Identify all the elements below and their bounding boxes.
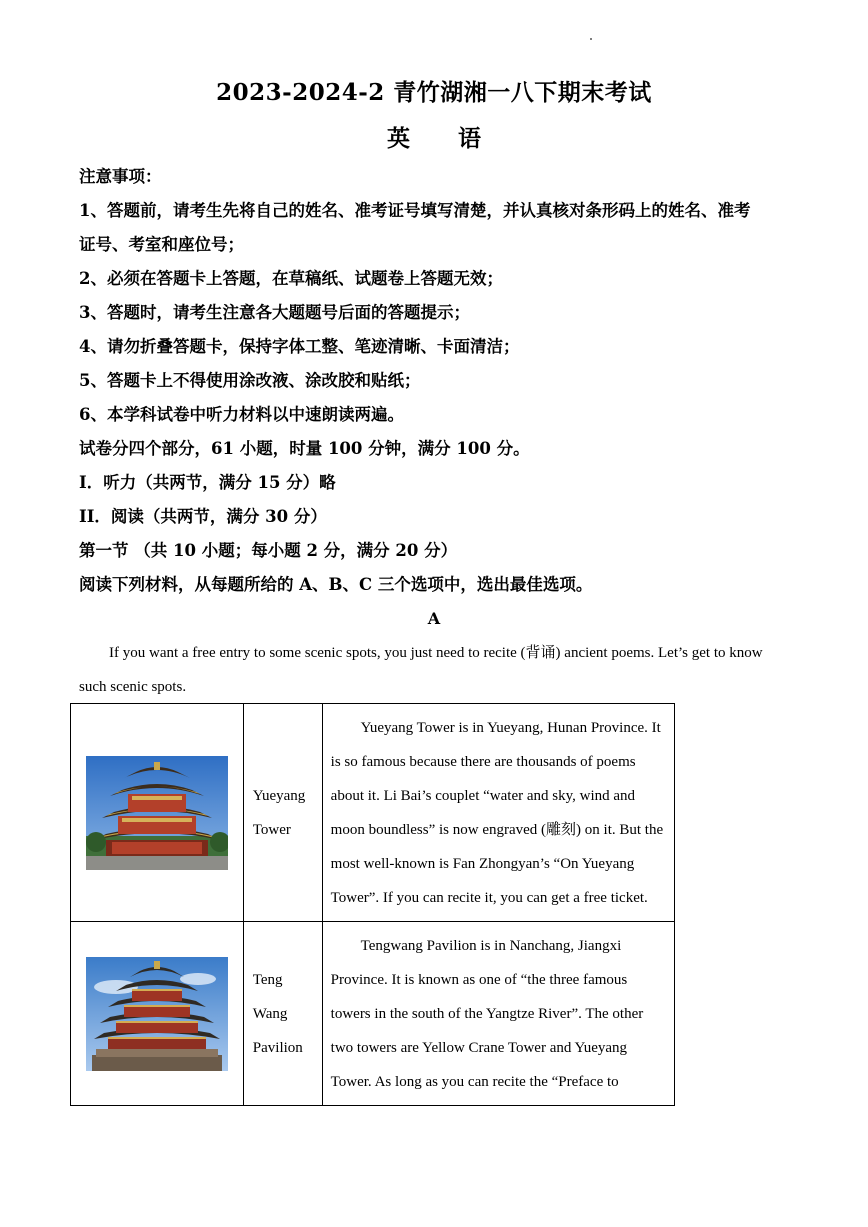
- spot-name-line: Wang: [252, 1005, 288, 1022]
- subject-title: 英语: [387, 125, 529, 152]
- teng-wang-pavilion-photo: [86, 957, 228, 1071]
- table-row: [71, 704, 675, 922]
- notes-heading: 注意事项：: [79, 167, 162, 186]
- description-cell: [322, 704, 674, 922]
- exam-notes: [79, 160, 799, 602]
- spot-name: [244, 963, 322, 1065]
- passage-label: A: [427, 609, 441, 628]
- scan-dot: [590, 38, 592, 40]
- spot-name-line: Tower: [252, 821, 291, 838]
- part-listening: I．听力（共两节，满分 15 分）略: [79, 473, 336, 492]
- reading-instruction: 阅读下列材料，从每题所给的 A、B、C 三个选项中，选出最佳选项。: [79, 575, 593, 594]
- name-cell: [243, 704, 322, 922]
- part-reading: II．阅读（共两节，满分 30 分）: [79, 507, 327, 526]
- description-cell: [322, 922, 674, 1106]
- notes-item: 4、请勿折叠答题卡，保持字体工整、笔迹清晰、卡面清洁；: [79, 337, 520, 356]
- spot-description: Tengwang Pavilion is in Nanchang, Jiangxi Province. It is known as one of “the three famous towers in the south of the Yangtze River”. The other two towers are Yellow Crane Tower and Yueyang Tower. As long as you can recite the “Preface to: [330, 938, 644, 1090]
- notes-item: 2、必须在答题卡上答题，在草稿纸、试题卷上答题无效；: [79, 269, 503, 288]
- table-row: [71, 922, 675, 1106]
- image-cell: [71, 922, 244, 1106]
- notes-item: 6、本学科试卷中听力材料以中速朗读两遍。: [79, 405, 404, 424]
- yueyang-tower-photo: [86, 756, 228, 870]
- spot-name-line: Teng: [252, 971, 283, 988]
- spot-name-line: Yueyang: [252, 787, 306, 804]
- image-cell: [71, 704, 244, 922]
- exam-title: 2023-2024-2 青竹湖湘一八下期末考试: [216, 79, 652, 106]
- notes-item: 证号、考室和座位号；: [79, 235, 244, 254]
- passage-intro: If you want a free entry to some scenic spots, you just need to recite (背诵) ancient poems. Let’s get to know such scenic spots.: [79, 645, 763, 695]
- spot-name-line: Pavilion: [252, 1039, 303, 1056]
- spot-description: Yueyang Tower is in Yueyang, Hunan Province. It is so famous because there are thousands of poems about it. Li Bai’s couplet “water and sky, wind and moon boundless” is now engraved (雕刻) on it. But the most well-known is Fan Zhongyan’s “On Yueyang Tower”. If you can recite it, you can get a free ticket.: [330, 720, 664, 906]
- notes-item: 5、答题卡上不得使用涂改液、涂改胶和贴纸；: [79, 371, 421, 390]
- spot-name: [244, 779, 322, 847]
- section-one: 第一节 （共 10 小题；每小题 2 分，满分 20 分）: [79, 541, 458, 560]
- notes-item: 1、答题前，请考生先将自己的姓名、准考证号填写清楚，并认真核对条形码上的姓名、准考: [79, 201, 751, 220]
- exam-summary: 试卷分四个部分，61 小题，时量 100 分钟，满分 100 分。: [79, 439, 530, 458]
- name-cell: [243, 922, 322, 1106]
- scenic-spots-table: [70, 703, 675, 1106]
- notes-item: 3、答题时，请考生注意各大题题号后面的答题提示；: [79, 303, 470, 322]
